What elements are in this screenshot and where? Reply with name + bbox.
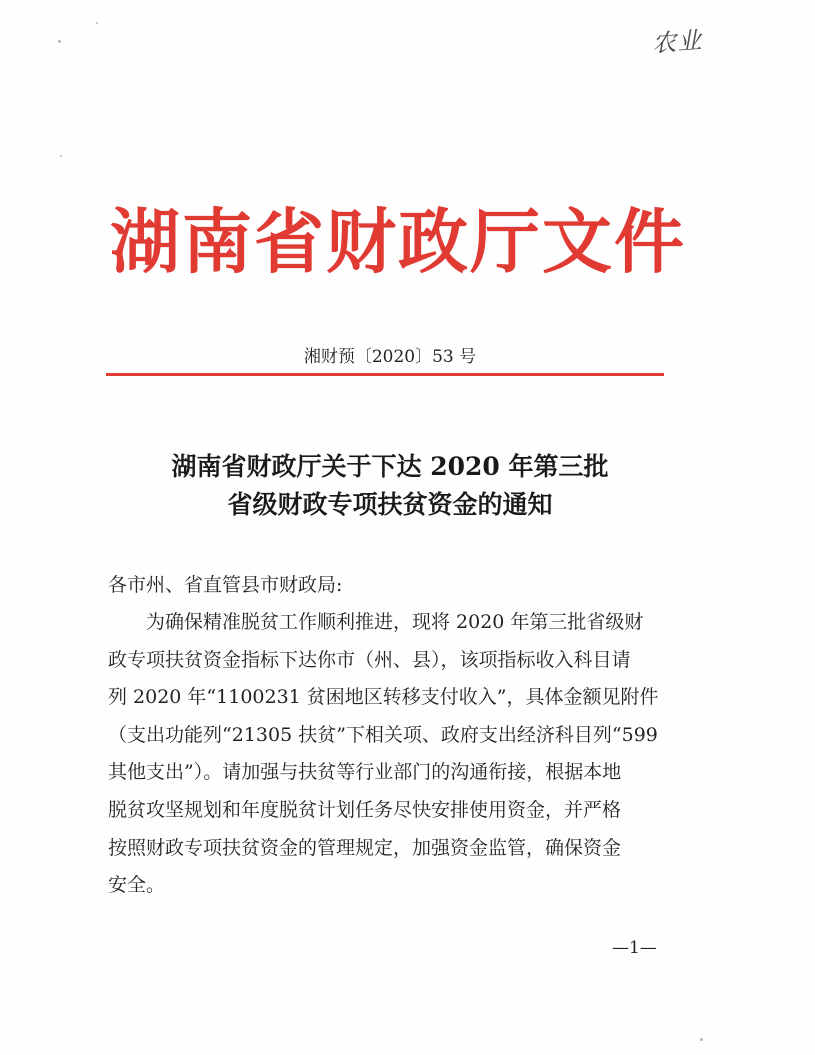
notice-body [108, 604, 698, 905]
red-divider-line [106, 373, 664, 376]
page-number: —1— [612, 938, 657, 958]
document-masthead: 湖南省财政厅文件 [110, 201, 686, 283]
body-line: 安全。 [108, 874, 166, 897]
body-line: 按照财政专项扶贫资金的管理规定，加强资金监管，确保资金 [108, 836, 622, 859]
body-line: 脱贫攻坚规划和年度脱贫计划任务尽快安排使用资金，并严格 [108, 798, 622, 821]
scan-speck [58, 40, 61, 43]
scan-speck [700, 1038, 703, 1041]
scan-speck [96, 22, 98, 24]
body-line: 政专项扶贫资金指标下达你市（州、县），该项指标收入科目请 [108, 648, 631, 671]
notice-title-line-1: 湖南省财政厅关于下达 2020 年第三批 [171, 452, 609, 481]
notice-title [0, 448, 780, 524]
body-line: 其他支出”）。请加强与扶贫等行业部门的沟通衔接，根据本地 [108, 761, 622, 784]
body-line: 为确保精准脱贫工作顺利推进，现将 2020 年第三批省级财 [146, 611, 644, 633]
body-line: 列 2020 年“1100231 贫困地区转移支付收入”，具体金额见附件 [108, 686, 659, 709]
scan-speck [60, 155, 62, 157]
addressee: 各市州、省直管县市财政局: [108, 574, 343, 596]
document-number: 湘财预〔2020〕53 号 [303, 347, 477, 367]
handwritten-note: 农业 [651, 26, 704, 58]
body-line: （支出功能列“21305 扶贫”下相关项、政府支出经济科目列“599 [108, 723, 658, 746]
notice-title-line-2: 省级财政专项扶贫资金的通知 [227, 490, 553, 519]
